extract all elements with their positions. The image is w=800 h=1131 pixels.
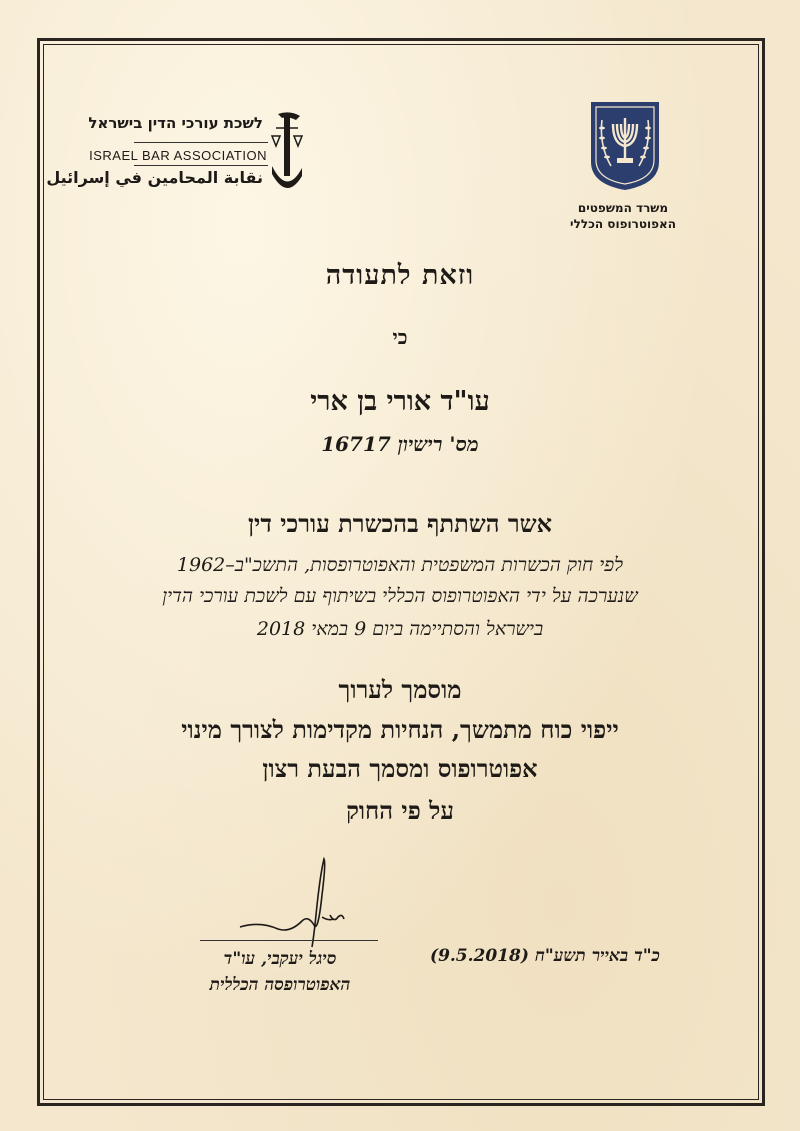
signer-title: האפוטרופסה הכללית: [209, 975, 351, 995]
bar-name-arabic: نقابة المحامين في إسرائيل: [46, 168, 263, 187]
bar-name-hebrew: לשכת עורכי הדין בישראל: [88, 114, 263, 132]
recipient-name: עו"ד אורי בן ארי: [310, 386, 490, 417]
bar-name-english: ISRAEL BAR ASSOCIATION: [89, 148, 267, 163]
certificate-ki: כי: [392, 325, 408, 349]
license-number: מס' רישיון 16717: [321, 432, 479, 456]
ministry-line: משרד המשפטים: [577, 201, 669, 215]
handwritten-signature: [230, 855, 370, 950]
law-line-1: לפי חוק הכשרות המשפטית והאפוטרופסות, התשכ"ב–1962: [176, 554, 624, 576]
authorization-line-3: אפוטרופוס ומסמך הבעת רצון: [262, 754, 538, 783]
certificate-title: וזאת לתעודה: [325, 260, 475, 291]
authorization-line-1: מוסמך לערוך: [338, 675, 462, 704]
logo-divider: [134, 165, 268, 166]
law-line-3: בישראל והסתיימה ביום 9 במאי 2018: [256, 618, 544, 640]
signature-line: [200, 940, 378, 941]
signer-block: [180, 946, 380, 998]
logo-divider: [134, 142, 268, 143]
signer-name: סיגל יעקבי, עו"ד: [223, 949, 337, 969]
ministry-line: האפוטרופוס הכללי: [570, 217, 676, 231]
authorization-line-4: על פי החוק: [346, 796, 454, 825]
issue-date: כ"ד באייר תשע"ח (9.5.2018): [430, 946, 660, 966]
course-line: אשר השתתף בהכשרת עורכי דין: [247, 509, 553, 538]
authorization-line-2: ייפוי כוח מתמשך, הנחיות מקדימות לצורך מינוי: [181, 715, 619, 744]
ministry-name: [548, 200, 698, 232]
state-emblem-icon: [587, 100, 663, 192]
scales-of-justice-icon: [270, 106, 304, 196]
bar-association-logo: [46, 104, 303, 196]
law-line-2: שנערכה על ידי האפוטרופוס הכללי בשיתוף עם לשכת עורכי הדין: [162, 585, 638, 607]
